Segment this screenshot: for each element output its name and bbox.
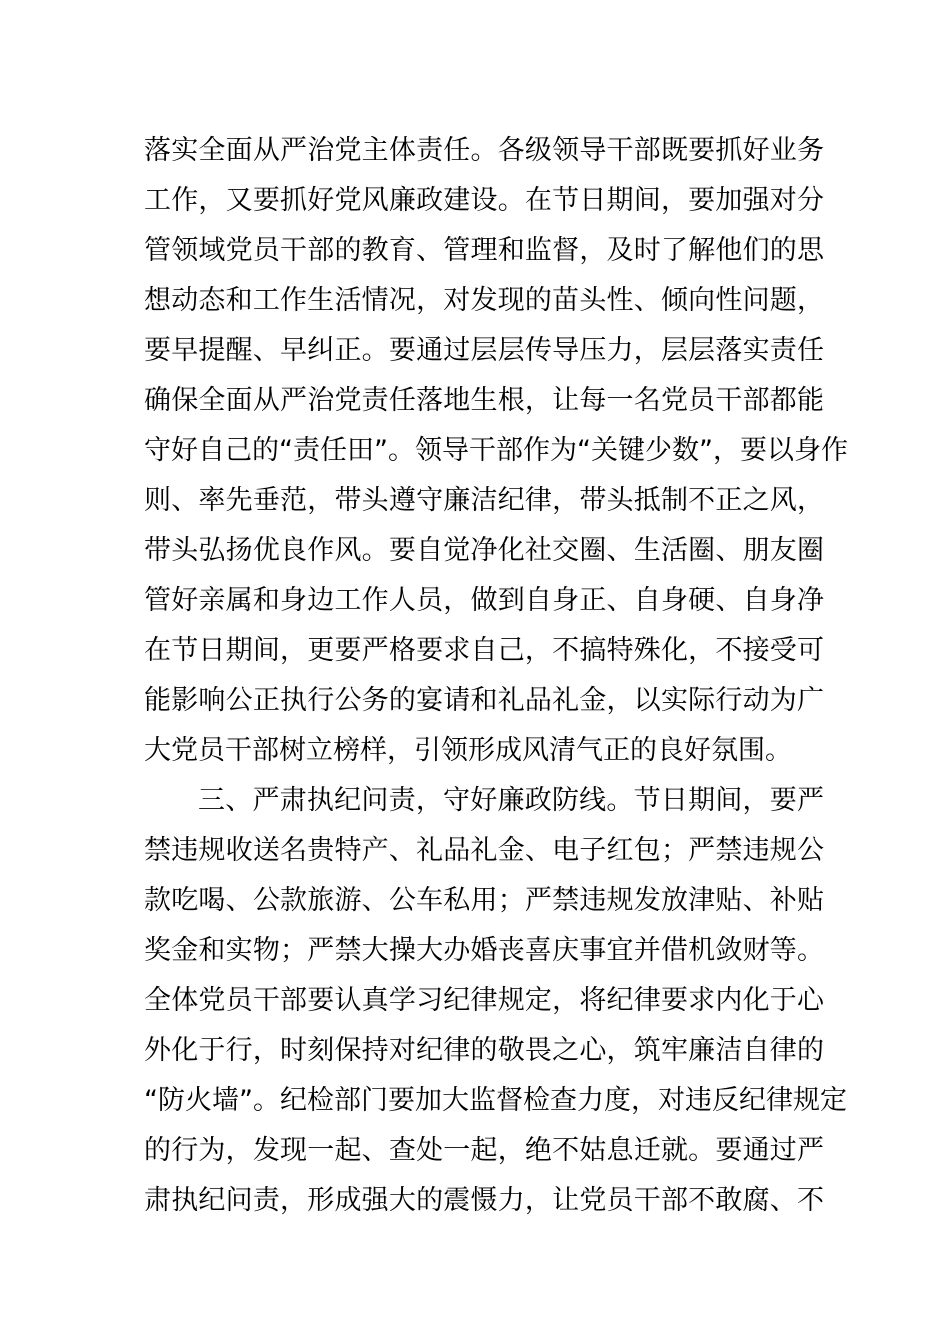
- text-line: 款吃喝、公款旅游、公车私用；严禁违规发放津贴、补贴: [144, 885, 824, 916]
- text-line: 确保全面从严治党责任落地生根，让每一名党员干部都能: [144, 385, 824, 416]
- text-line: 想动态和工作生活情况，对发现的苗头性、倾向性问题，: [144, 285, 824, 316]
- text-line: “防火墙”。纪检部门要加大监督检查力度，对违反纪律规定: [144, 1085, 847, 1116]
- text-line: 要早提醒、早纠正。要通过层层传导压力，层层落实责任: [144, 335, 824, 366]
- section-three-heading-line: 三、严肃执纪问责，守好廉政防线。节日期间，要严: [198, 785, 824, 816]
- text-line: 管领域党员干部的教育、管理和监督，及时了解他们的思: [144, 235, 824, 266]
- text-line: 则、率先垂范，带头遵守廉洁纪律，带头抵制不正之风，: [144, 485, 824, 516]
- text-line: 管好亲属和身边工作人员，做到自身正、自身硬、自身净: [144, 585, 824, 616]
- text-line: 在节日期间，更要严格要求自己，不搞特殊化，不接受可: [144, 635, 824, 666]
- text-line: 落实全面从严治党主体责任。各级领导干部既要抓好业务: [144, 135, 824, 166]
- text-line: 全体党员干部要认真学习纪律规定，将纪律要求内化于心: [144, 985, 824, 1016]
- text-line: 的行为，发现一起、查处一起，绝不姑息迁就。要通过严: [144, 1135, 824, 1166]
- text-line: 工作，又要抓好党风廉政建设。在节日期间，要加强对分: [144, 185, 824, 216]
- body-text: [144, 126, 848, 1226]
- text-line: 禁违规收送名贵特产、礼品礼金、电子红包；严禁违规公: [144, 835, 824, 866]
- text-line: 能影响公正执行公务的宴请和礼品礼金，以实际行动为广: [144, 685, 824, 716]
- text-line: 奖金和实物；严禁大操大办婚丧喜庆事宜并借机敛财等。: [144, 935, 824, 966]
- text-line: 肃执纪问责，形成强大的震慑力，让党员干部不敢腐、不: [144, 1185, 824, 1216]
- text-line: 外化于行，时刻保持对纪律的敬畏之心，筑牢廉洁自律的: [144, 1035, 824, 1066]
- paragraph-end-line: 大党员干部树立榜样，引领形成风清气正的良好氛围。: [144, 735, 792, 766]
- text-line: 守好自己的“责任田”。领导干部作为“关键少数”，要以身作: [144, 435, 848, 466]
- text-line: 带头弘扬优良作风。要自觉净化社交圈、生活圈、朋友圈: [144, 535, 824, 566]
